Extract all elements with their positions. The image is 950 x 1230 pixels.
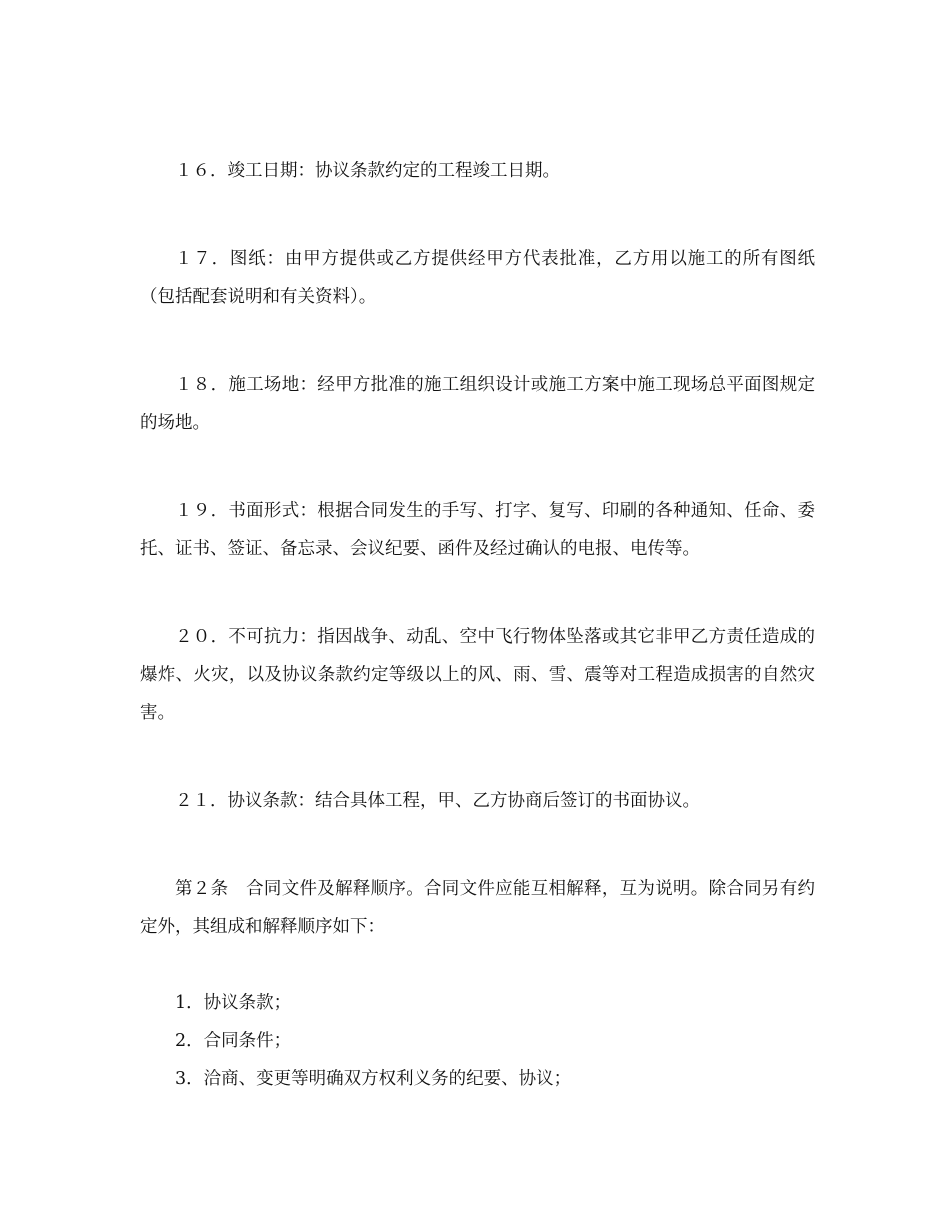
clause-19-written-form: １９．书面形式：根据合同发生的手写、打字、复写、印刷的各种通知、任命、委托、证书、签证、备忘录、会议纪要、函件及经过确认的电报、电传等。 — [140, 501, 815, 559]
clause-16-completion-date: １６．竣工日期：协议条款约定的工程竣工日期。 — [175, 161, 560, 181]
list-item: 3．洽商、变更等明确双方权利义务的纪要、协议； — [175, 1069, 572, 1089]
clause-17-drawings: １７．图纸：由甲方提供或乙方提供经甲方代表批准，乙方用以施工的所有图纸（包括配套说明和有关资料）。 — [140, 249, 815, 307]
document-order-list — [140, 984, 815, 1098]
list-item: 1．协议条款； — [175, 993, 292, 1013]
article-2-contract-documents: 第２条 合同文件及解释顺序。合同文件应能互相解释，互为说明。除合同另有约定外，其组成和解释顺序如下： — [140, 879, 815, 937]
clause-18-construction-site: １８．施工场地：经甲方批准的施工组织设计或施工方案中施工现场总平面图规定的场地。 — [140, 375, 815, 433]
clause-20-force-majeure: ２０．不可抗力：指因战争、动乱、空中飞行物体坠落或其它非甲乙方责任造成的爆炸、火灾，以及协议条款约定等级以上的风、雨、雪、震等对工程造成损害的自然灾害。 — [140, 627, 815, 723]
document-body — [140, 152, 815, 1098]
clause-21-agreement-terms: ２１．协议条款：结合具体工程，甲、乙方协商后签订的书面协议。 — [175, 791, 700, 811]
list-item: 2．合同条件； — [175, 1031, 292, 1051]
